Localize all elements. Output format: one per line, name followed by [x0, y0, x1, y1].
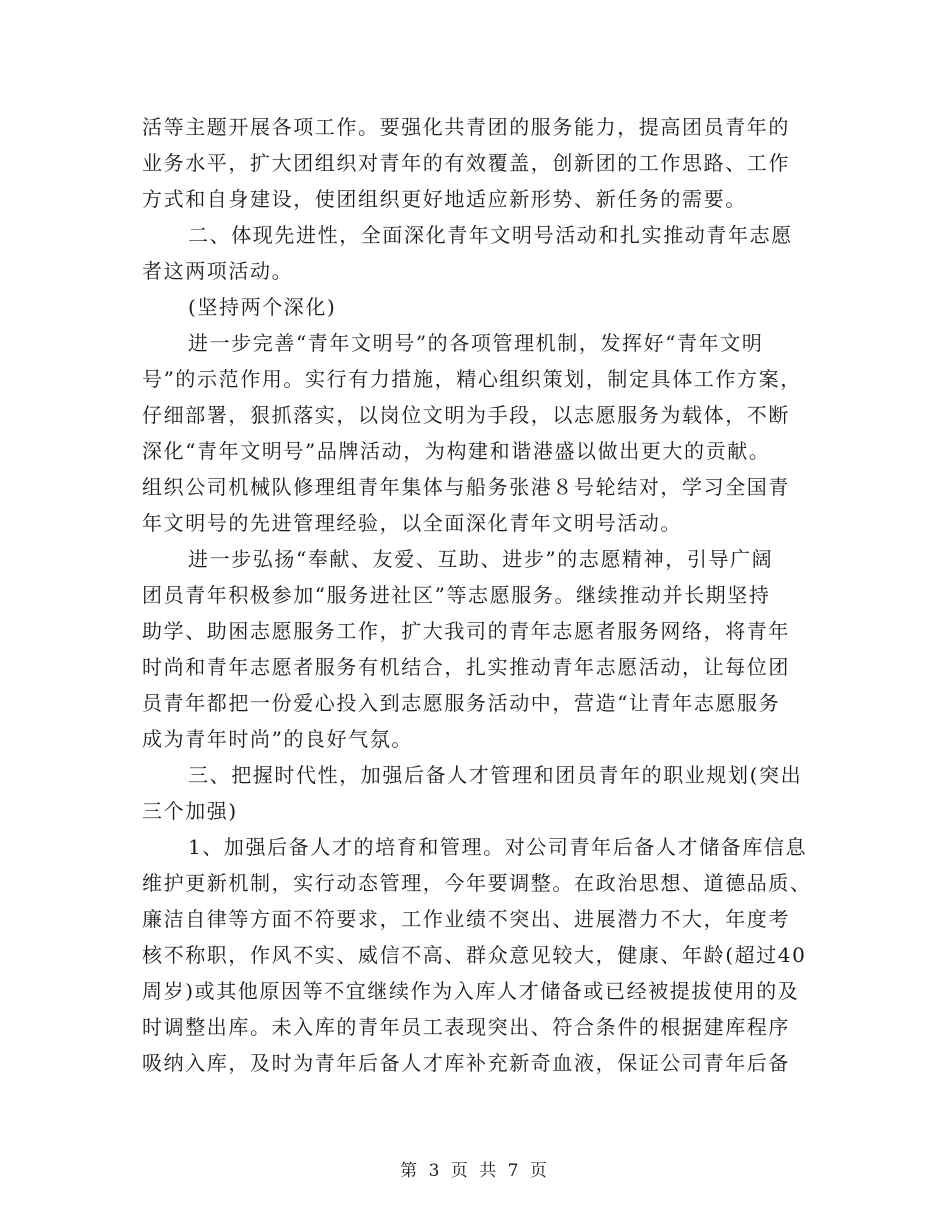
text-line: 号”的示范作用。实行有力措施，精心组织策划，制定具体工作方案， [142, 367, 802, 391]
subheading: (坚持两个深化) [188, 295, 337, 319]
text-line: 周岁)或其他原因等不宜继续作为入库人才储备或已经被提拔使用的及 [142, 979, 800, 1003]
text-line: 员青年都把一份爱心投入到志愿服务活动中，营造“让青年志愿服务 [142, 691, 781, 715]
text-line: 核不称职，作风不实、威信不高、群众意见较大，健康、年龄(超过40 [142, 943, 807, 967]
text-line: 时尚和青年志愿者服务有机结合，扎实推动青年志愿活动，让每位团 [142, 655, 790, 679]
section-heading: 三、把握时代性，加强后备人才管理和团员青年的职业规划(突出 [188, 763, 803, 787]
text-line: 活等主题开展各项工作。要强化共青团的服务能力，提高团员青年的 [142, 115, 790, 139]
section-heading: 二、体现先进性，全面深化青年文明号活动和扎实推动青年志愿 [188, 223, 793, 247]
text-line: 廉洁自律等方面不符要求，工作业绩不突出、进展潜力不大，年度考 [142, 907, 790, 931]
text-line: 年文明号的先进管理经验，以全面深化青年文明号活动。 [142, 511, 682, 535]
document-body [142, 109, 810, 1081]
text-line: 组织公司机械队修理组青年集体与船务张港８号轮结对，学习全国青 [142, 475, 790, 499]
text-line: 仔细部署，狠抓落实，以岗位文明为手段，以志愿服务为载体，不断 [142, 403, 790, 427]
page-number-footer: 第 3 页 共 7 页 [400, 1161, 550, 1181]
text-line: 助学、助困志愿服务工作，扩大我司的青年志愿者服务网络，将青年 [142, 619, 790, 643]
text-line: 团员青年积极参加“服务进社区”等志愿服务。继续推动并长期坚持 [142, 583, 771, 607]
section-heading-continued: 三个加强) [142, 799, 238, 823]
text-line: 吸纳入库，及时为青年后备人才库补充新奇血液，保证公司青年后备 [142, 1051, 790, 1075]
text-line: 业务水平，扩大团组织对青年的有效覆盖，创新团的工作思路、工作 [142, 151, 790, 175]
text-line: 时调整出库。未入库的青年员工表现突出、符合条件的根据建库程序 [142, 1015, 790, 1039]
text-line: 深化“青年文明号”品牌活动，为构建和谐港盛以做出更大的贡献。 [142, 439, 771, 463]
text-line: 方式和自身建设，使团组织更好地适应新形势、新任务的需要。 [142, 187, 747, 211]
paragraph-start: 进一步弘扬“奉献、友爱、互助、进步”的志愿精神，引导广阔 [188, 547, 774, 571]
text-line: 维护更新机制，实行动态管理，今年要调整。在政治思想、道德品质、 [142, 871, 812, 895]
paragraph-start: 1、加强后备人才的培育和管理。对公司青年后备人才储备库信息 [188, 835, 808, 859]
section-heading-continued: 者这两项活动。 [142, 259, 294, 283]
paragraph-start: 进一步完善“青年文明号”的各项管理机制，发挥好“青年文明 [188, 331, 764, 355]
text-line: 成为青年时尚”的良好气氛。 [142, 727, 414, 751]
